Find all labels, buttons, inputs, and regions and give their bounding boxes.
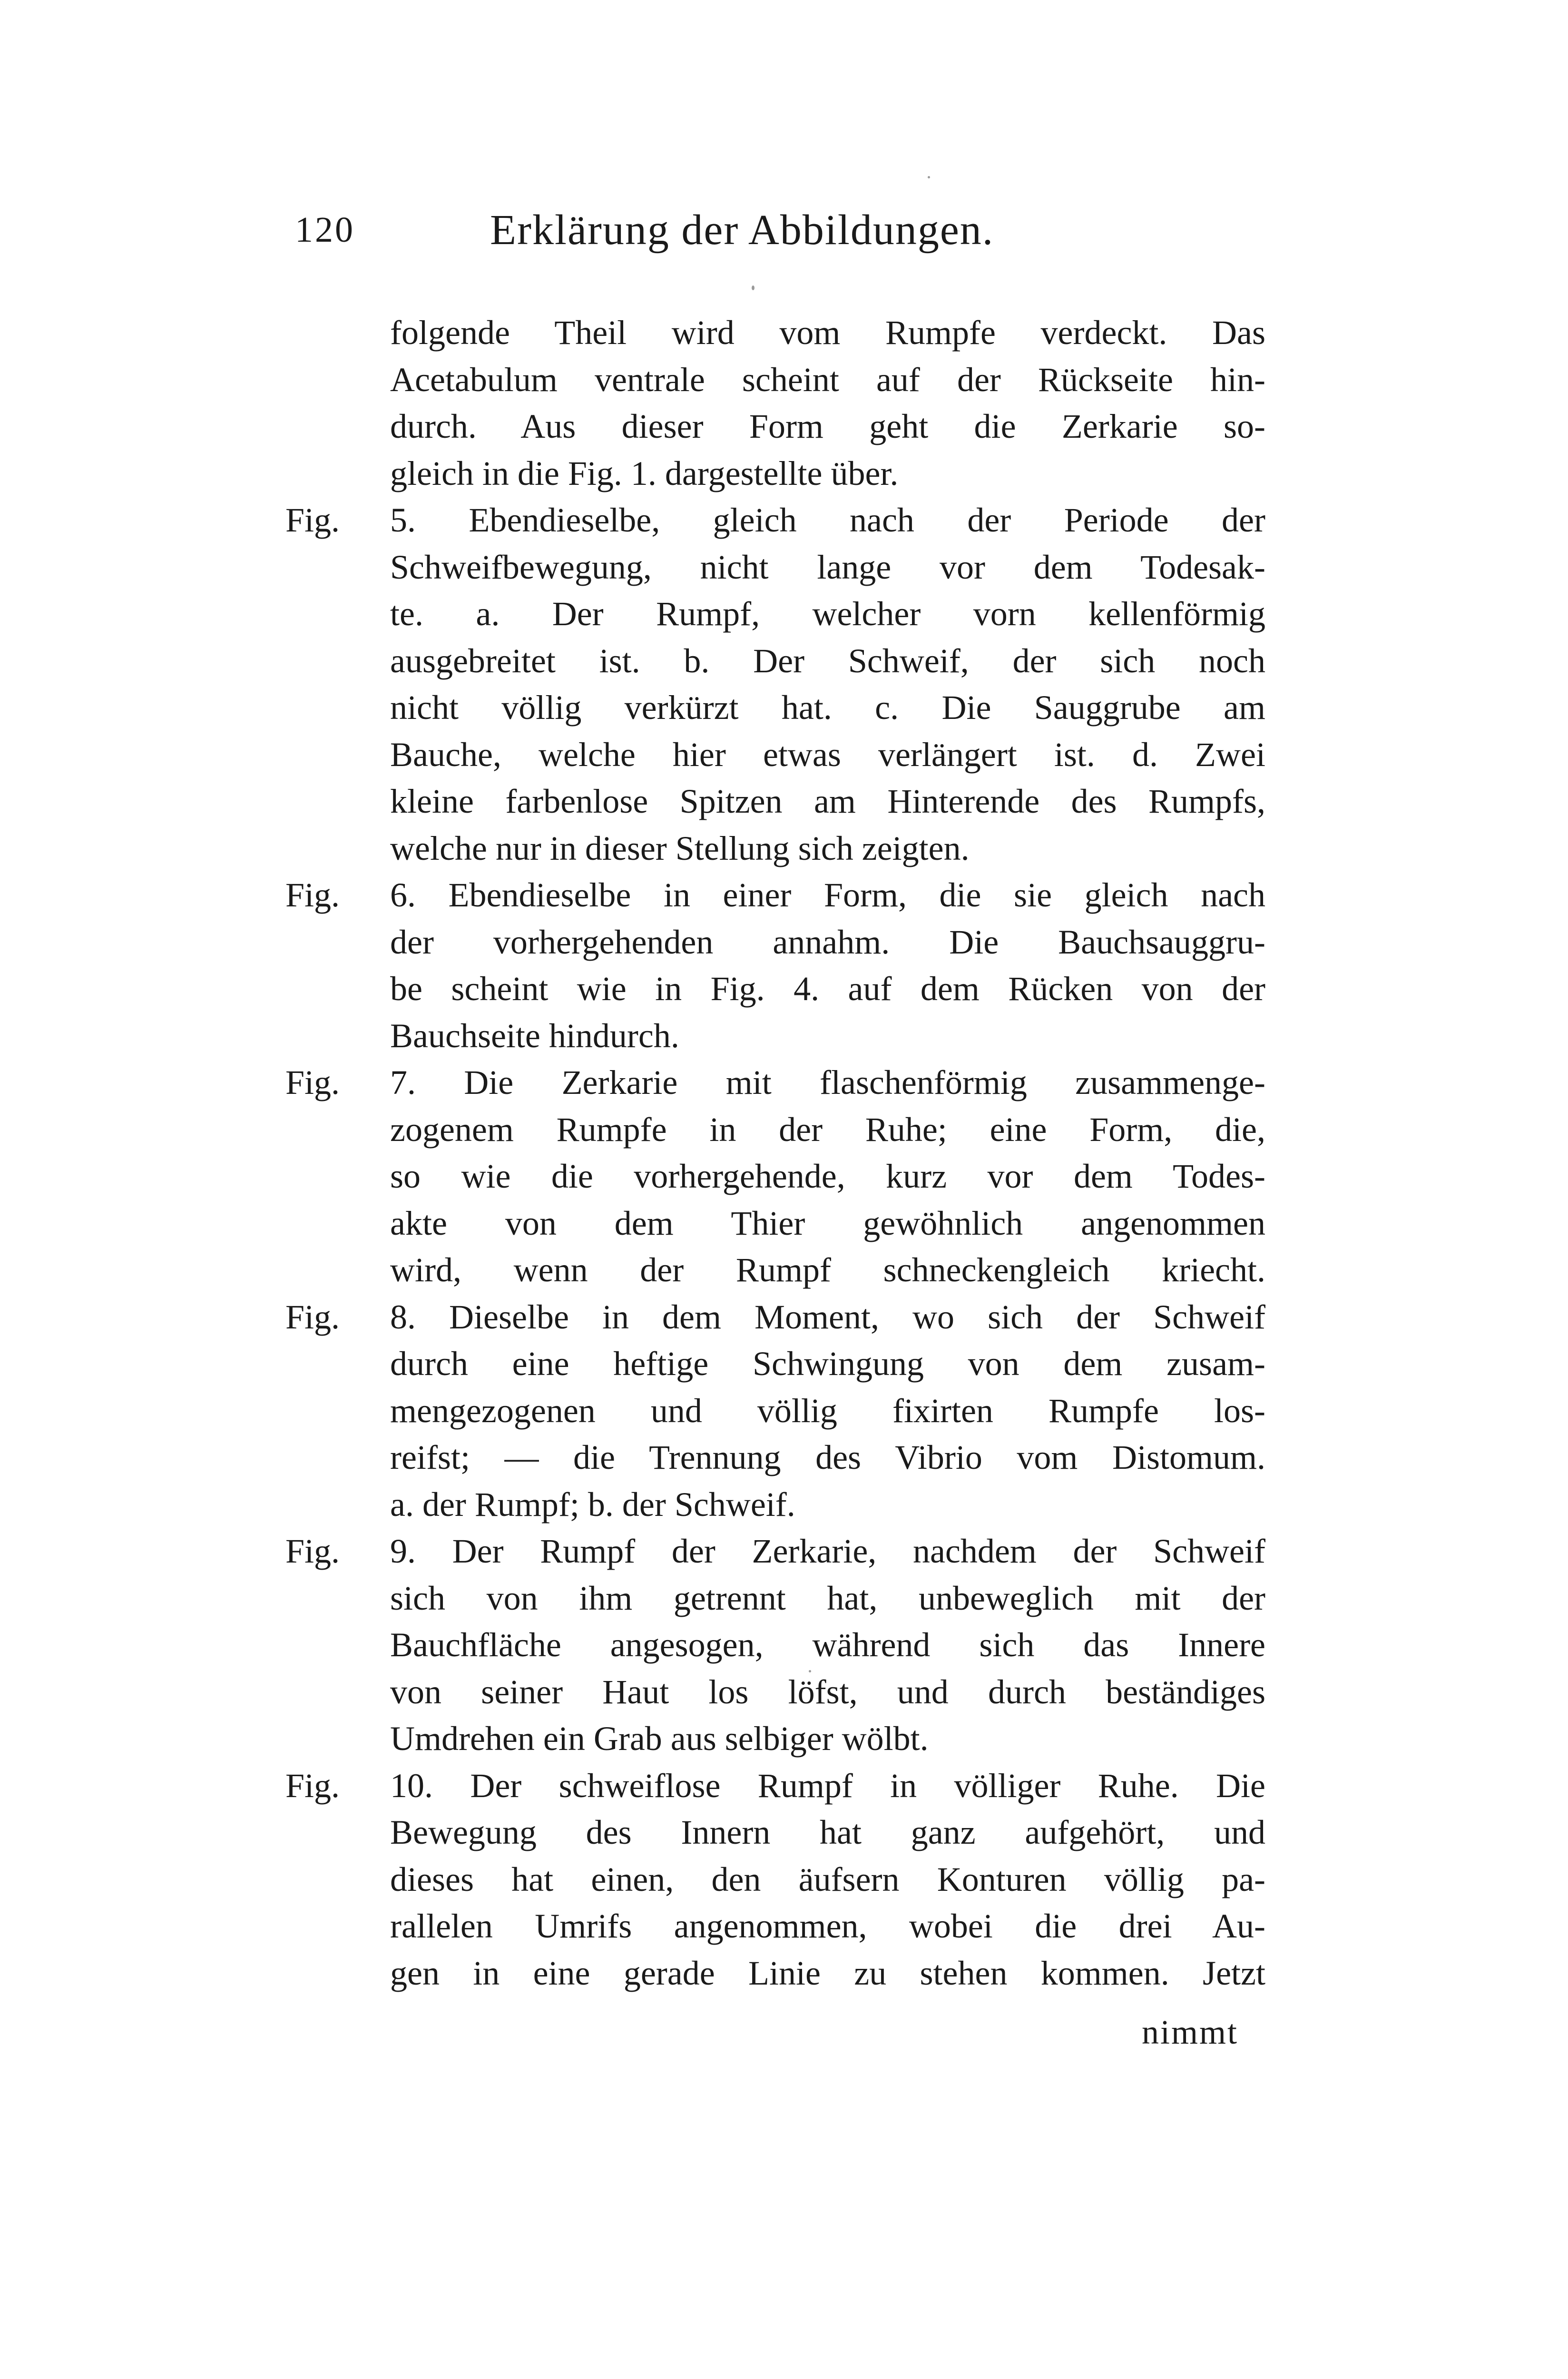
figure-label: Fig. [285,1532,340,1570]
text-line [390,590,1265,638]
line-text: Bauche, welche hier etwas verlängert ist. d. Zwei [390,735,1265,774]
line-text: kleine farbenlose Spitzen am Hinterende des Rumpfs, [390,782,1265,820]
text-line [285,1059,1265,1106]
line-text: gleich in die Fig. 1. dargestellte über. [390,454,899,492]
line-text: zogenem Rumpfe in der Ruhe; eine Form, die, [390,1110,1265,1149]
body-text [285,309,1265,1996]
text-line [390,1387,1265,1435]
line-text: durch. Aus dieser Form geht die Zerkarie so- [390,407,1265,445]
text-line [390,1903,1265,1950]
line-text: wird, wenn der Rumpf schneckengleich kriecht. [390,1251,1265,1289]
text-line [390,1856,1265,1903]
text-line [390,1153,1265,1200]
figure-label: Fig. [285,1063,340,1101]
text-line [390,1715,1265,1762]
text-line [390,309,1265,356]
text-line [390,356,1265,403]
figure-label: Fig. [285,1298,340,1336]
text-line [285,872,1265,919]
text-line [390,1013,1265,1060]
text-line [390,825,1265,872]
catchword: nimmt [1142,2013,1239,2051]
text-line [390,638,1265,685]
line-text: rallelen Umrifs angenommen, wobei die drei Au- [390,1907,1265,1945]
line-text: dieses hat einen, den äufsern Konturen völlig pa- [390,1860,1265,1898]
line-text: von seiner Haut los löfst, und durch beständiges [390,1672,1265,1711]
text-line [390,1434,1265,1481]
paper-speck [752,285,755,290]
figure-label: Fig. [285,1766,340,1805]
line-text: so wie die vorhergehende, kurz vor dem Todes- [390,1157,1265,1195]
text-line [390,1950,1265,1997]
paper-speck [928,176,930,178]
page-number: 120 [295,210,355,250]
line-text: Schweifbewegung, nicht lange vor dem Todesak- [390,548,1265,586]
text-line [390,778,1265,825]
line-text: 8. Dieselbe in dem Moment, wo sich der Schweif [390,1298,1265,1336]
text-line [390,919,1265,966]
text-line [390,1200,1265,1247]
line-text: akte von dem Thier gewöhnlich angenommen [390,1204,1265,1242]
text-line [390,1809,1265,1856]
line-text: Acetabulum ventrale scheint auf der Rückseite hin- [390,360,1265,399]
paper-speck [809,1670,811,1672]
figure-label: Fig. [285,501,340,539]
line-text: nicht völlig verkürzt hat. c. Die Sauggrube am [390,688,1265,727]
text-line [390,684,1265,731]
text-line [390,403,1265,450]
text-line [390,965,1265,1013]
line-text: 5. Ebendieselbe, gleich nach der Periode der [390,501,1265,539]
line-text: ausgebreitet ist. b. Der Schweif, der sich noch [390,641,1265,680]
text-line [285,1528,1265,1575]
line-text: folgende Theil wird vom Rumpfe verdeckt. Das [390,314,1265,352]
text-line [390,544,1265,591]
line-text: welche nur in dieser Stellung sich zeigten. [390,829,970,867]
line-text: Umdrehen ein Grab aus selbiger wölbt. [390,1720,929,1758]
line-text: durch eine heftige Schwingung von dem zusam- [390,1345,1265,1383]
text-line [390,1669,1265,1716]
line-text: 7. Die Zerkarie mit flaschenförmig zusammenge- [390,1063,1265,1101]
text-line [390,1247,1265,1294]
line-text: Bewegung des Innern hat ganz aufgehört, und [390,1813,1265,1851]
line-text: gen in eine gerade Linie zu stehen kommen. Jetzt [390,1954,1265,1992]
line-text: 9. Der Rumpf der Zerkarie, nachdem der Schweif [390,1532,1265,1570]
text-line [390,731,1265,778]
line-text: 6. Ebendieselbe in einer Form, die sie gleich nach [390,876,1265,914]
text-line [285,1762,1265,1809]
line-text: reifst; — die Trennung des Vibrio vom Distomum. [390,1438,1265,1476]
line-text: 10. Der schweiflose Rumpf in völliger Ruhe. Die [390,1766,1265,1805]
line-text: sich von ihm getrennt hat, unbeweglich mit der [390,1579,1265,1617]
line-text: Bauchfläche angesogen, während sich das Innere [390,1626,1265,1664]
line-text: mengezogenen und völlig fixirten Rumpfe los- [390,1391,1265,1430]
line-text: a. der Rumpf; b. der Schweif. [390,1485,795,1524]
line-text: be scheint wie in Fig. 4. auf dem Rücken von der [390,970,1265,1008]
text-line [390,450,1265,497]
text-line [390,1340,1265,1387]
running-title: Erklärung der Abbildungen. [490,206,994,254]
text-line [285,1294,1265,1341]
line-text: der vorhergehenden annahm. Die Bauchsauggru- [390,923,1265,961]
text-line [390,1575,1265,1622]
text-line [285,497,1265,544]
text-line [390,1106,1265,1153]
text-line [390,1622,1265,1669]
text-line [390,1481,1265,1528]
line-text: Bauchseite hindurch. [390,1016,679,1055]
figure-label: Fig. [285,876,340,914]
line-text: te. a. Der Rumpf, welcher vorn kellenförmig [390,595,1265,633]
page-header [295,206,1284,271]
